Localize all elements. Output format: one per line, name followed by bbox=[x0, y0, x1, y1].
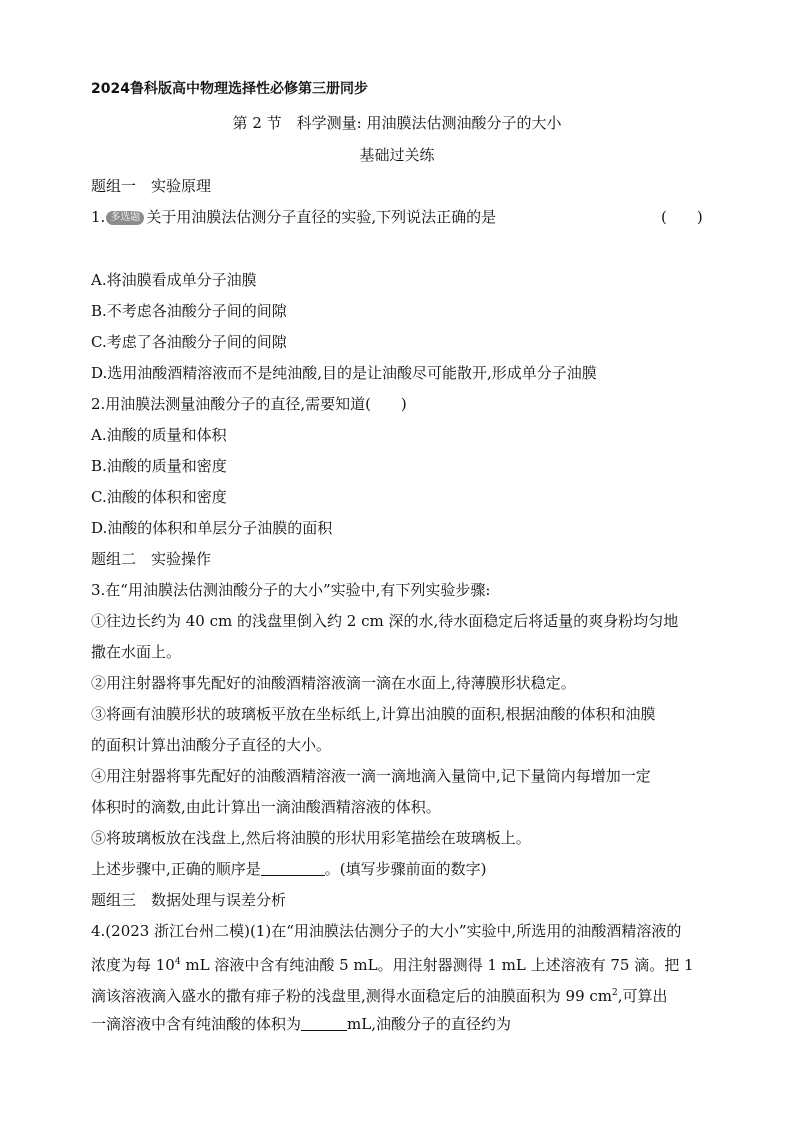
q4-superscript: 2 bbox=[612, 988, 618, 998]
q4-volume-blank[interactable] bbox=[301, 1016, 347, 1031]
q1-option-a: A.将油膜看成单分子油膜 bbox=[91, 271, 257, 289]
q4-text: 滴该溶液滴入盛水的撒有痱子粉的浅盘里,测得水面稳定后的油膜面积为 99 cm bbox=[91, 987, 613, 1005]
question-4-line bbox=[91, 952, 694, 975]
q3-step-line: ④用注射器将事先配好的油酸酒精溶液一滴一滴地滴入量筒中,记下量筒内每增加一定 bbox=[91, 767, 651, 785]
q4-text: 浓度为每 10 bbox=[91, 956, 175, 974]
subtitle: 基础过关练 bbox=[359, 146, 435, 164]
group2-heading: 题组二 实验操作 bbox=[91, 550, 212, 568]
q3-step-line: 的面积计算出油酸分子直径的大小。 bbox=[91, 736, 332, 754]
question-4-line bbox=[91, 983, 668, 1006]
q4-text: ,可算出 bbox=[617, 987, 668, 1005]
q2-option-c: C.油酸的体积和密度 bbox=[91, 488, 227, 506]
q1-option-b: B.不考虑各油酸分子间的间隙 bbox=[91, 302, 287, 320]
question-3-stem: 3.在“用油膜法估测油酸分子的大小”实验中,有下列实验步骤: bbox=[91, 581, 491, 599]
group3-heading: 题组三 数据处理与误差分析 bbox=[91, 891, 287, 909]
q3-step-line: ①往边长约为 40 cm 的浅盘里倒入约 2 cm 深的水,待水面稳定后将适量的爽身粉均匀地 bbox=[91, 612, 679, 630]
question-4-line bbox=[91, 1014, 511, 1034]
question-1-answer-paren: ( ) bbox=[661, 208, 703, 226]
q4-text: 一滴溶液中含有纯油酸的体积为 bbox=[91, 1015, 302, 1033]
q4-text: mL,油酸分子的直径约为 bbox=[347, 1015, 511, 1033]
q3-step-line: ③将画有油膜形状的玻璃板平放在坐标纸上,计算出油膜的面积,根据油酸的体积和油膜 bbox=[91, 705, 656, 723]
q3-answer-blank[interactable] bbox=[261, 861, 325, 876]
q1-option-c: C.考虑了各油酸分子间的间隙 bbox=[91, 333, 287, 351]
q4-text: mL 溶液中含有纯油酸 5 mL。用注射器测得 1 mL 上述溶液有 75 滴。把 1 bbox=[180, 956, 694, 974]
question-1-number: 1. bbox=[91, 208, 106, 226]
q3-answer-line bbox=[91, 859, 487, 879]
question-4-line: 4.(2023 浙江台州二模)(1)在“用油膜法估测分子的大小”实验中,所选用的油酸酒精溶液的 bbox=[91, 922, 682, 940]
section-title: 第 2 节 科学测量: 用油膜法估测油酸分子的大小 bbox=[232, 114, 562, 132]
q4-superscript: 4 bbox=[174, 957, 181, 967]
q2-option-a: A.油酸的质量和体积 bbox=[91, 426, 227, 444]
document-title: 2024鲁科版高中物理选择性必修第三册同步 bbox=[91, 81, 368, 97]
question-1-text: 关于用油膜法估测分子直径的实验,下列说法正确的是 bbox=[146, 208, 497, 226]
q3-answer-prefix: 上述步骤中,正确的顺序是 bbox=[91, 860, 261, 878]
group1-heading: 题组一 实验原理 bbox=[91, 177, 212, 195]
q2-option-b: B.油酸的质量和密度 bbox=[91, 457, 227, 475]
q3-step-line: 体积时的滴数,由此计算出一滴油酸酒精溶液的体积。 bbox=[91, 798, 441, 816]
question-1-stem bbox=[91, 207, 496, 227]
multi-choice-badge: 多选题 bbox=[106, 211, 144, 225]
question-2-stem: 2.用油膜法测量油酸分子的直径,需要知道( ) bbox=[91, 395, 407, 413]
q2-option-d: D.油酸的体积和单层分子油膜的面积 bbox=[91, 519, 333, 537]
q3-answer-suffix: 。(填写步骤前面的数字) bbox=[324, 860, 487, 878]
q1-option-d: D.选用油酸酒精溶液而不是纯油酸,目的是让油酸尽可能散开,形成单分子油膜 bbox=[91, 364, 597, 382]
q3-step-line: ②用注射器将事先配好的油酸酒精溶液滴一滴在水面上,待薄膜形状稳定。 bbox=[91, 674, 576, 692]
q3-step-line: ⑤将玻璃板放在浅盘上,然后将油膜的形状用彩笔描绘在玻璃板上。 bbox=[91, 829, 531, 847]
q3-step-line: 撒在水面上。 bbox=[91, 643, 182, 661]
